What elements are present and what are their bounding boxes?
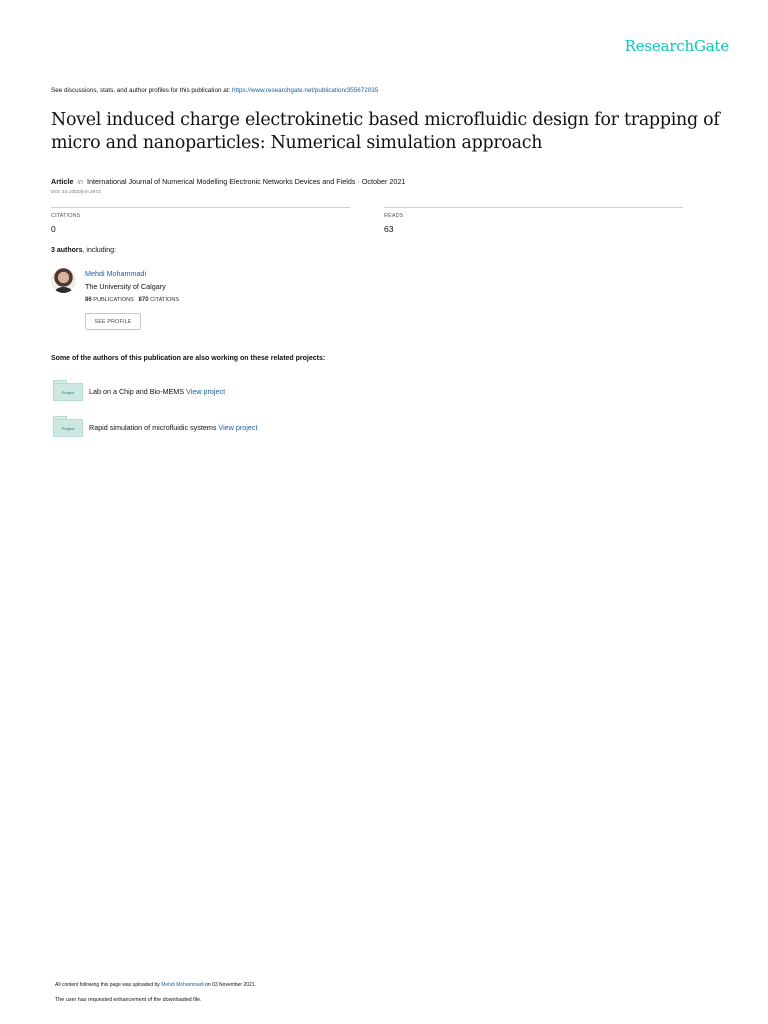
see-profile-button[interactable]: SEE PROFILE <box>85 313 141 330</box>
citations-value: 0 <box>51 224 56 234</box>
author-affiliation: The University of Calgary <box>85 282 166 291</box>
project-icon-label: Project <box>53 419 83 437</box>
publication-meta <box>51 177 405 186</box>
author-citations-label: CITATIONS <box>150 297 180 303</box>
uploader-link[interactable]: Mehdi Mohammadi <box>161 982 204 988</box>
enhancement-note: The user has requested enhancement of the downloaded file. <box>55 997 202 1003</box>
project-name: Lab on a Chip and Bio-MEMS <box>89 387 185 396</box>
citations-label: CITATIONS <box>51 213 81 219</box>
project-folder-icon <box>53 416 83 436</box>
project-name: Rapid simulation of microfluidic systems <box>89 423 217 432</box>
discussion-line <box>51 87 378 94</box>
publication-type: Article <box>51 177 74 186</box>
doi: DOI: 10.1002/jnm.2973 <box>51 190 101 195</box>
view-project-link[interactable]: View project <box>218 423 258 432</box>
author-name-link[interactable]: Mehdi Mohammadi <box>85 269 147 278</box>
author-avatar[interactable] <box>51 268 76 293</box>
upload-prefix: All content following this page was uploaded by <box>55 982 162 988</box>
reads-divider <box>384 207 683 208</box>
author-publications-count: 86 <box>85 297 92 303</box>
related-projects-heading: Some of the authors of this publication are also working on these related projects: <box>51 355 326 362</box>
authors-count: 3 authors <box>51 247 83 254</box>
citations-divider <box>51 207 350 208</box>
meta-in: in <box>77 177 83 186</box>
author-stats <box>85 297 179 303</box>
author-publications-label: PUBLICATIONS <box>93 297 134 303</box>
upload-note <box>55 982 256 988</box>
researchgate-logo[interactable]: ResearchGate <box>624 37 729 55</box>
project-folder-icon <box>53 380 83 400</box>
discussion-prefix: See discussions, stats, and author profiles for this publication at: <box>51 87 232 94</box>
journal-name: International Journal of Numerical Modelling Electronic Networks Devices and Fields · October 2021 <box>86 177 406 186</box>
publication-title: Novel induced charge electrokinetic based microfluidic design for trapping of micro and nanoparticles: Numerical simulation approach <box>51 110 720 153</box>
authors-heading <box>51 247 116 254</box>
view-project-link[interactable]: View project <box>186 387 226 396</box>
project-item <box>89 387 225 396</box>
author-citations-count: 870 <box>138 297 149 303</box>
authors-including: , including: <box>82 247 116 254</box>
reads-label: READS <box>384 213 404 219</box>
project-icon-label: Project <box>53 383 83 401</box>
publication-link[interactable]: https://www.researchgate.net/publication/355672035 <box>231 87 379 94</box>
upload-suffix: on 03 November 2021. <box>203 982 256 988</box>
reads-value: 63 <box>384 224 394 234</box>
project-item <box>89 423 257 432</box>
